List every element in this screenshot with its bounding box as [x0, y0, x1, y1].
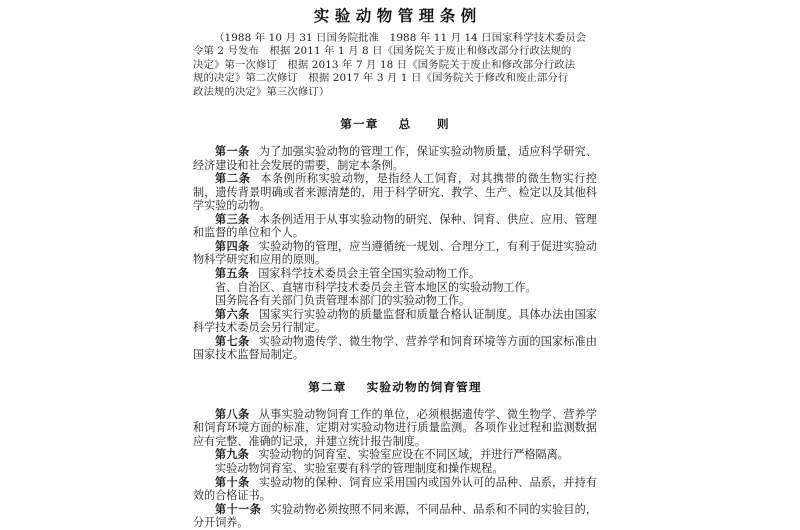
chapter-name: 实验动物的饲育管理: [366, 379, 482, 394]
article-paragraph: [193, 145, 597, 172]
article-text: 实验动物的保种、饲育应采用国内或国外认可的品种、品系，并持有效的合格证书。: [193, 475, 597, 503]
article-paragraph: [193, 172, 597, 213]
article-text: 实验动物的饲育室、实验室应设在不同区域，并进行严格隔离。: [258, 448, 569, 462]
subtitle-line: 决定》第一次修订 根据 2013 年 7 月 18 日《国务院关于废止和修改部分行政法: [193, 58, 576, 71]
subtitle-line: 规的决定》第二次修订 根据 2017 年 3 月 1 日《国务院关于修改和废止部分行: [193, 72, 569, 85]
article-text: 国家实行实验动物的质量监督和质量合格认证制度。具体办法由国家科学技术委员会另行制定。: [193, 307, 597, 335]
article-label: 第七条: [215, 334, 250, 348]
article-text: 本条例适用于从事实验动物的研究、保种、饲育、供应、应用、管理和监督的单位和个人。: [193, 212, 597, 240]
chapter-name: 总 则: [398, 117, 450, 132]
article-text: 为了加强实验动物的管理工作，保证实验动物质量，适应科学研究、经济建设和社会发展的需要，制定本条例。: [193, 145, 597, 172]
chapter-number: 第一章: [340, 117, 379, 132]
article-text: 国家科学技术委员会主管全国实验动物工作。: [258, 266, 481, 280]
article-label: 第八条: [215, 407, 250, 421]
article-paragraph: [193, 213, 597, 240]
chapter-number: 第二章: [308, 379, 347, 394]
article-text: 实验动物必须按照不同来源，不同品种、品系和不同的实验目的，分开饲养。: [193, 502, 597, 530]
article-paragraph: [193, 476, 597, 503]
article-label: 第六条: [215, 307, 250, 321]
article-label: 第五条: [215, 266, 250, 280]
article-paragraph: [193, 408, 597, 449]
article-text: 从事实验动物饲育工作的单位，必须根据遗传学、微生物学、营养学和饲育环境方面的标准，定期对实验动物进行质量监测。各项作业过程和监测数据应有完整、准确的记录，并建立统计报告制度。: [193, 407, 597, 448]
article-label: 第一条: [215, 145, 250, 159]
subtitle-line: 政法规的决定》第三次修订）: [193, 85, 330, 98]
article-label: 第十条: [215, 475, 250, 489]
subtitle-line: （1988 年 10 月 31 日国务院批准 1988 年 11 月 14 日国家科学技术委员会: [214, 32, 587, 44]
article-text: 实验动物遗传学、微生物学、营养学和饲育环境等方面的国家标准由国家技术监督局制定。: [193, 334, 597, 362]
article-label: 第二条: [215, 172, 251, 186]
text-column: [193, 0, 597, 530]
subtitle-line: 令第 2 号发布 根据 2011 年 1 月 8 日《国务院关于废止和修改部分行政法规的: [193, 45, 572, 58]
article-text: 实验动物的管理，应当遵循统一规划、合理分工，有利于促进实验动物科学研究和应用的原则。: [193, 239, 597, 267]
chapter-1-body: [193, 145, 597, 362]
article-paragraph: [193, 503, 597, 530]
article-paragraph: [193, 308, 597, 335]
article-subparagraph: 实验动物饲育室、实验室要有科学的管理制度和操作规程。: [215, 461, 504, 475]
article-label: 第三条: [215, 212, 250, 226]
article-paragraph: [193, 448, 597, 462]
article-paragraph: [193, 240, 597, 267]
article-text: 本条例所称实验动物，是指经人工饲育，对其携带的微生物实行控制，遗传背景明确或者来源清楚的，用于科学研究、教学、生产、检定以及其他科学实验的动物。: [193, 172, 597, 213]
chapter-heading-1: [193, 116, 597, 132]
chapter-heading-2: [193, 379, 597, 395]
article-paragraph: [193, 267, 597, 281]
article-subparagraph: 省、自治区、直辖市科学技术委员会主管本地区的实验动物工作。: [215, 280, 537, 294]
article-label: 第四条: [215, 239, 250, 253]
article-subparagraph: 国务院各有关部门负责管理本部门的实验动物工作。: [215, 294, 471, 308]
article-label: 第九条: [215, 448, 250, 462]
document-subtitle: [193, 32, 597, 99]
article-label: 第十一条: [215, 502, 262, 516]
document-title: 实验动物管理条例: [313, 6, 482, 25]
article-paragraph: [193, 335, 597, 362]
chapter-2-body: [193, 408, 597, 530]
